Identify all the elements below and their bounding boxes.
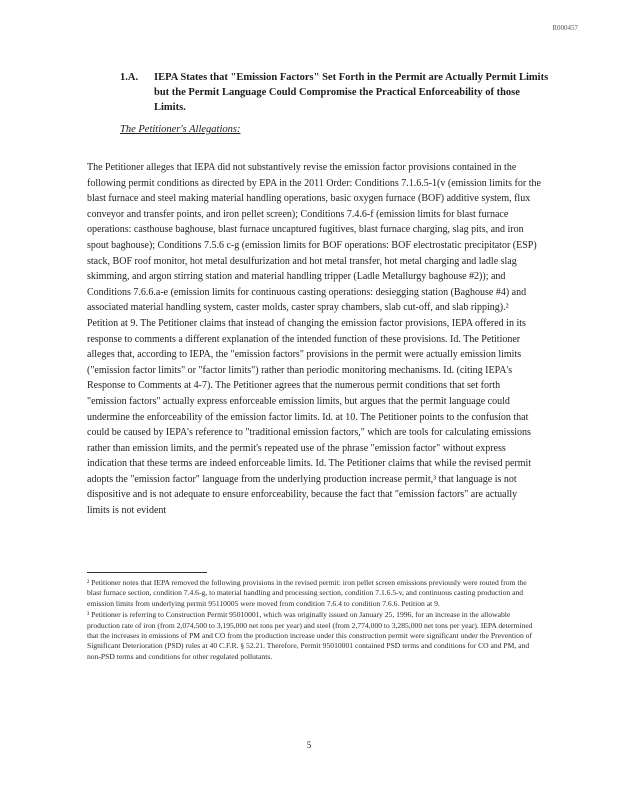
bates-number: R000457 [552,24,578,32]
footnote-2: ² Petitioner notes that IEPA removed the following provisions in the revised permit: iron pellet screen emissions previously were routed from the blast furnace section, condition 7.4.6-g, to material handling and processing section, condition 7.1.6.5-v, and continuous casting production and emission limits from underlying permit 95110005 were moved from condition 7.6.4 to condition 7.6.6. Petition at 9. [87,578,527,608]
subsection-heading: The Petitioner's Allegations: [120,124,241,135]
body-paragraph: The Petitioner alleges that IEPA did not substantively revise the emission factor provisions contained in the following permit conditions as directed by EPA in the 2011 Order: Conditions 7.1.6.5-1(v (emission limits for the blast furnace and steel making material handling operations, basic oxygen furnace (BOF) additive system, flux conveyor and transfer points, and iron pellet screen); Conditions 7.4.6-f (emission limits for blast furnace operations: casthouse baghouse, blast furnace uncaptured fugitives, blast furnace charging, slag pits, and iron spout baghouse); Conditions 7.5.6 c-g (emission limits for BOF operations: BOF electrostatic precipitator (ESP) stack, BOF roof monitor, hot metal desulfurization and hot metal transfer, hot metal charging and ladle slag skimming, and argon stirring station and material handling tripper (Ladle Metallurgy baghouse #2)); and Conditions 7.6.6.a-e (emission limits for continuous casting operations: desiegging station (Baghouse #4) and associated material handling system, caster molds, caster spray chambers, slab cut-off, and slab ripping).² Petition at 9. The Petitioner claims that instead of changing the emission factor provisions, IEPA offered in its response to comments a different explanation of the intended function of these provisions. Id. The Petitioner alleges that, according to IEPA, the "emission factors" provisions in the permit were actually emission limits ("emission factor limits" or "factor limits") rather than periodic monitoring mechanisms. Id. (citing IEPA's Response to Comments at 4-7). The Petitioner agrees that the numerous permit conditions that set forth "emission factors" actually express enforceable emission limits, but argues that the permit language could undermine the enforceability of the emission factor limits. Id. at 10. The Petitioner points to the confusion that could be caused by IEPA's reference to "traditional emission factors," which are tools for calculating emissions rather than emission limits, and the permit's repeated use of the phrase "emission factor" without express indication that these terms are indeed enforceable limits. Id. The Petitioner claims that while the revised permit adopts the "emission factor" language from the underlying production increase permit,³ that language is not dispositive and is not adequate to ensure enforceability, because the fact that "emission factors" are actually limits is not evident [87,162,541,517]
footnotes [87,578,542,663]
footnote-3: ³ Petitioner is referring to Construction Permit 95010001, which was originally issued on January 25, 1996, for an increase in the allowable production rate of iron (from 2,074,500 to 3,195,000 net tons per year) and steel (from 2,774,000 to 3,285,000 net tons per year). IEPA determined that the increases in emissions of PM and CO from the production increase under this construction permit were significant under the Prevention of Significant Deterioration (PSD) rules at 40 C.F.R. § 52.21. Therefore, Permit 95010001 contained PSD terms and conditions for CO and PM, and non-PSD terms and conditions for other regulated pollutants. [87,610,533,661]
section-title: IEPA States that "Emission Factors" Set Forth in the Permit are Actually Permit Limits but the Permit Language Could Compromise the Practical Enforceability of those Limits. [154,72,549,113]
page-number: 5 [306,740,312,750]
footnote-divider [87,572,207,573]
section-number: 1.A. [120,72,139,83]
